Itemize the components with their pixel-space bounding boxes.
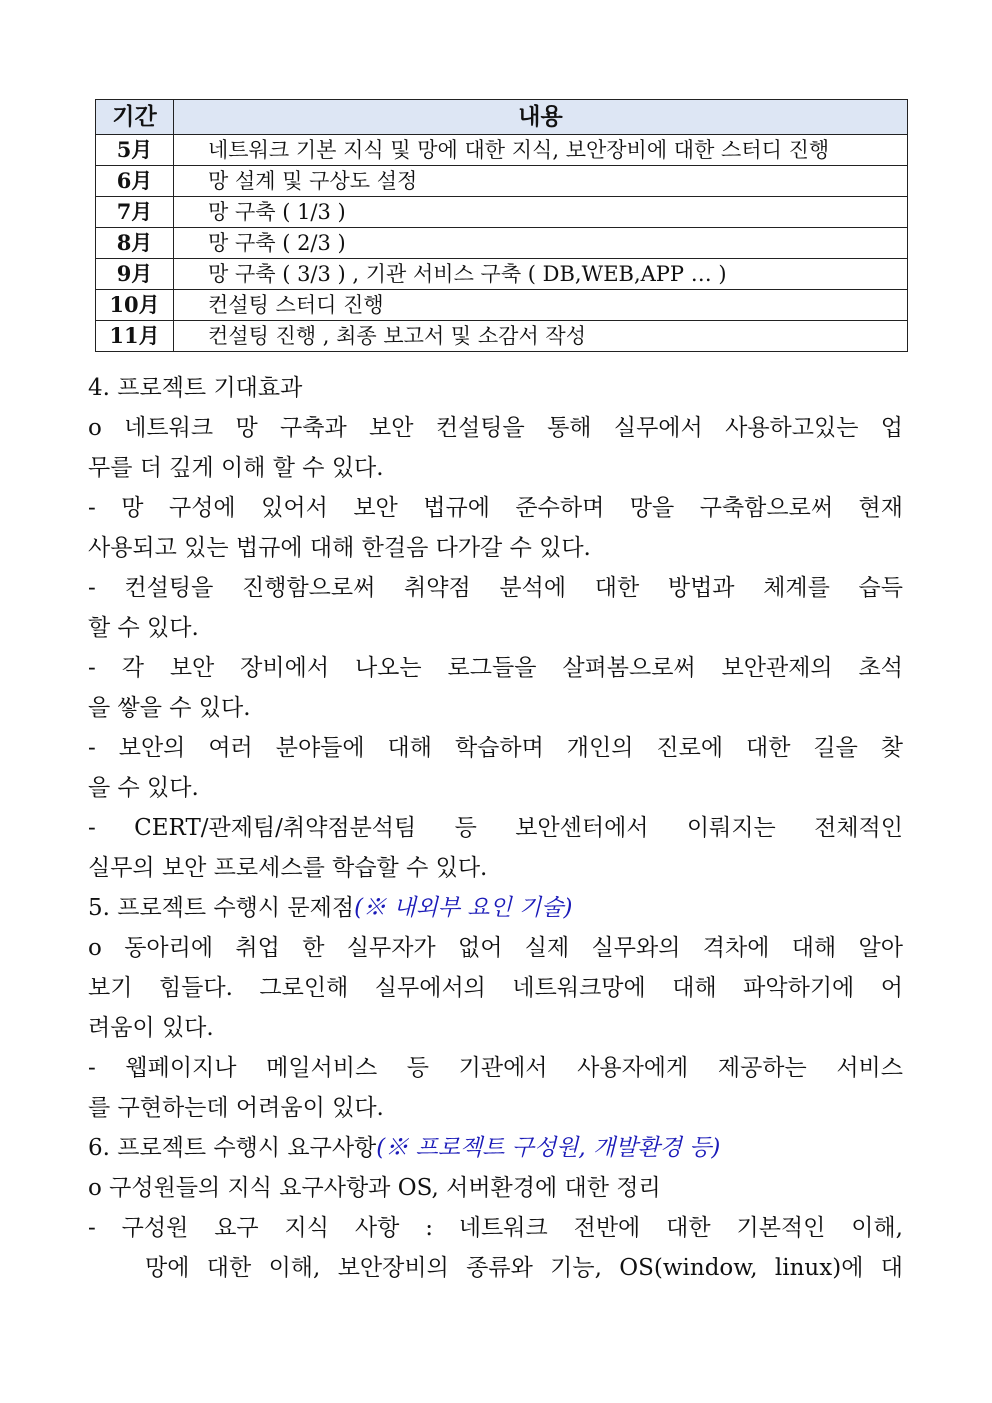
section4-item3-line2: 을 쌓을 수 있다. [88,695,251,721]
section4-item4-line2: 을 수 있다. [88,775,199,801]
table-row [96,321,908,352]
section5-heading [88,888,903,928]
document-body [88,368,903,1288]
content-cell: 네트워크 기본 지식 및 망에 대한 지식, 보안장비에 대한 스터디 진행 [174,135,908,166]
period-cell: 7月 [96,197,174,228]
section4-item1-line1: - 망 구성에 있어서 보안 법규에 준수하며 망을 구축함으로써 현재 [88,495,903,521]
period-cell: 8月 [96,228,174,259]
section4-intro-line1: o 네트워크 망 구축과 보안 컨설팅을 통해 실무에서 사용하고있는 업 [88,415,903,441]
period-cell: 5月 [96,135,174,166]
section6-note: (※ 프로젝트 구성원, 개발환경 등) [376,1135,721,1161]
period-cell: 10月 [96,290,174,321]
table-row [96,166,908,197]
section4-intro-line2: 무를 더 깊게 이해 할 수 있다. [88,455,384,481]
section4-item2-line2: 할 수 있다. [88,615,199,641]
table-row [96,259,908,290]
section5-p1-line2: 보기 힘들다. 그로인해 실무에서의 네트워크망에 대해 파악하기에 어 [88,975,903,1001]
content-cell: 컨설팅 스터디 진행 [174,290,908,321]
section4-item1-line2: 사용되고 있는 법규에 대해 한걸음 다가갈 수 있다. [88,535,591,561]
section4-item2-line1: - 컨설팅을 진행함으로써 취약점 분석에 대한 방법과 체계를 습득 [88,575,903,601]
section5-title: 5. 프로젝트 수행시 문제점 [88,895,355,921]
section6-heading [88,1128,903,1168]
section6-p2-line2: 망에 대한 이해, 보안장비의 종류와 기능, OS(window, linux)에 대 [145,1255,903,1281]
section4-item4-line1: - 보안의 여러 분야들에 대해 학습하며 개인의 진로에 대한 길을 찾 [88,735,903,761]
header-content: 내용 [174,100,908,135]
section4-title: 4. 프로젝트 기대효과 [88,375,303,401]
table-row [96,228,908,259]
section6-p2-line1: - 구성원 요구 지식 사항 : 네트워크 전반에 대한 기본적인 이해, [88,1215,903,1241]
content-cell: 망 설계 및 구상도 설정 [174,166,908,197]
section4-item5-line2: 실무의 보안 프로세스를 학습할 수 있다. [88,855,488,881]
header-period: 기간 [96,100,174,135]
period-cell: 9月 [96,259,174,290]
period-cell: 11月 [96,321,174,352]
section6-title: 6. 프로젝트 수행시 요구사항 [88,1135,377,1161]
content-cell: 망 구축 ( 2/3 ) [174,228,908,259]
section4-item3-line1: - 각 보안 장비에서 나오는 로그들을 살펴봄으로써 보안관제의 초석 [88,655,903,681]
content-cell: 망 구축 ( 1/3 ) [174,197,908,228]
schedule-table [95,99,908,352]
content-cell: 망 구축 ( 3/3 ) , 기관 서비스 구축 ( DB,WEB,APP … ) [174,259,908,290]
section5-p1-line1: o 동아리에 취업 한 실무자가 없어 실제 실무와의 격차에 대해 알아 [88,935,903,961]
table-header-row [96,100,908,135]
section5-p2-line2: 를 구현하는데 어려움이 있다. [88,1095,384,1121]
content-cell: 컨설팅 진행 , 최종 보고서 및 소감서 작성 [174,321,908,352]
period-cell: 6月 [96,166,174,197]
section5-p2-line1: - 웹페이지나 메일서비스 등 기관에서 사용자에게 제공하는 서비스 [88,1055,903,1081]
section4-item5-line1: - CERT/관제팀/취약점분석팀 등 보안센터에서 이뤄지는 전체적인 [88,815,903,841]
table-row [96,290,908,321]
section5-p1-line3: 려움이 있다. [88,1015,214,1041]
section5-note: (※ 내외부 요인 기술) [354,895,573,921]
section6-p1: o 구성원들의 지식 요구사항과 OS, 서버환경에 대한 정리 [88,1175,661,1201]
table-row [96,135,908,166]
table-row [96,197,908,228]
